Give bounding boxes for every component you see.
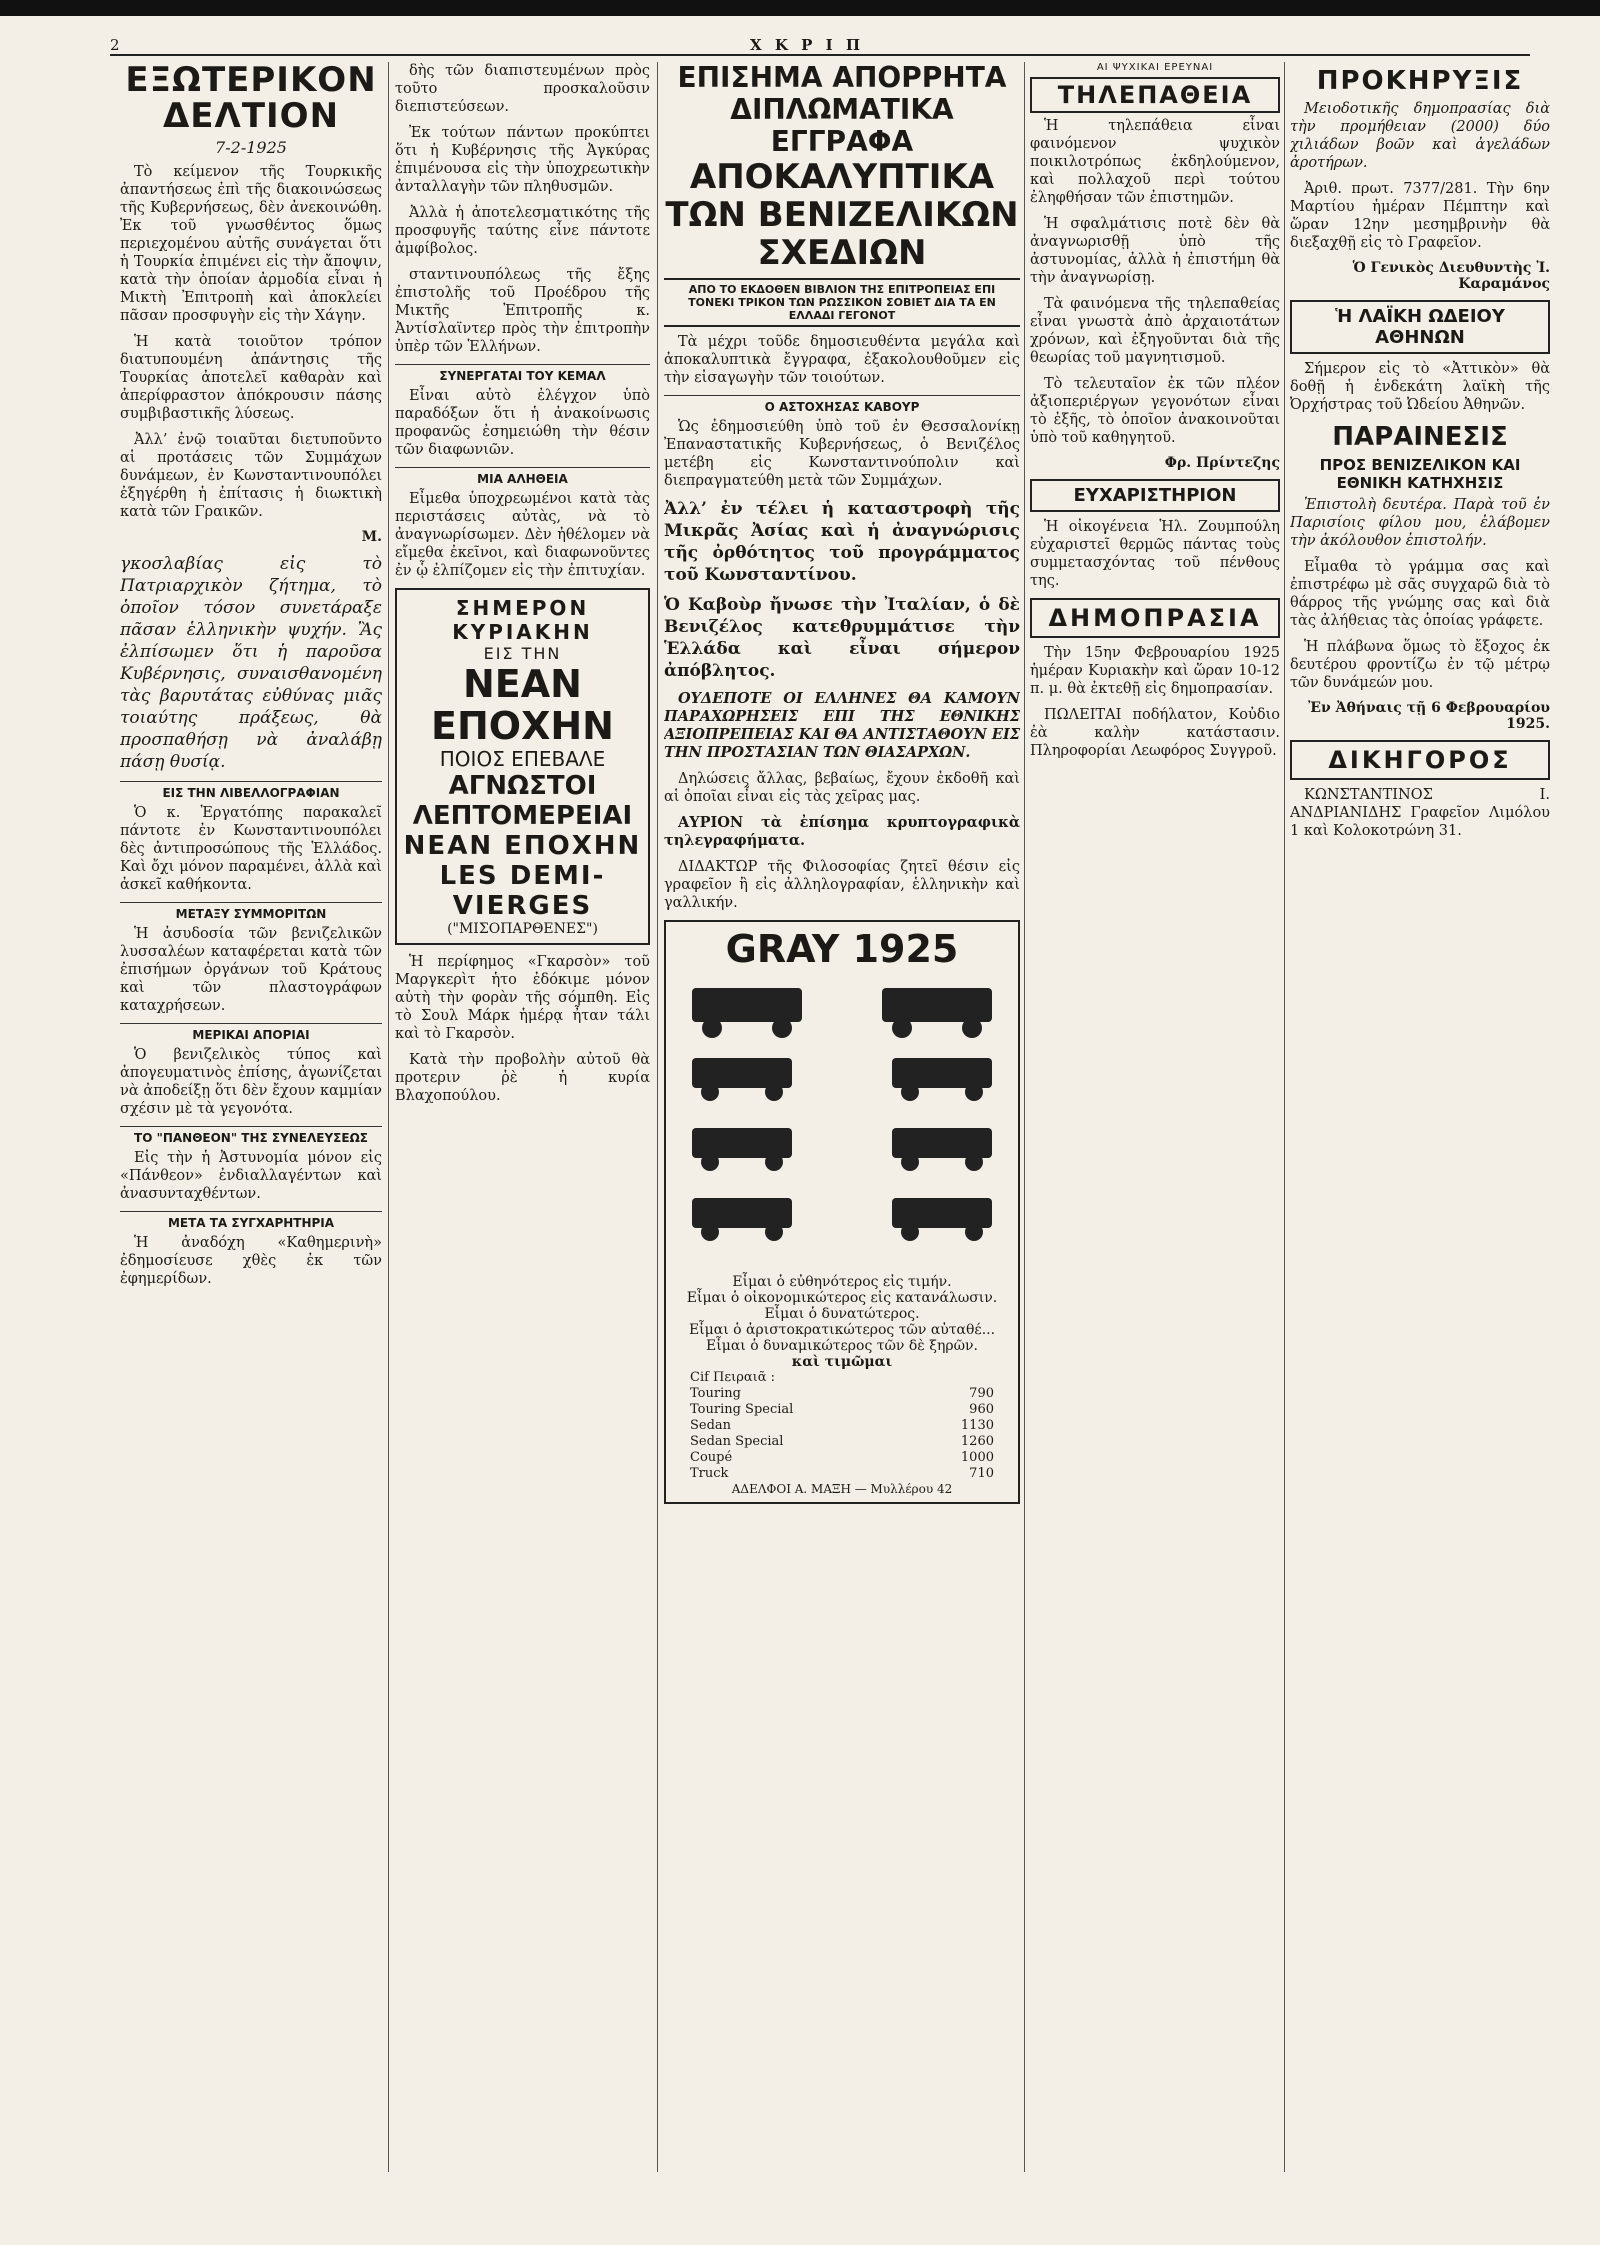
column-diplomatic-documents (664, 62, 1020, 2172)
price-model: Truck (690, 1466, 729, 1481)
article-paragraph: Ἡ περίφημος «Γκαρσὸν» τοῦ Μαργκερὶτ ἡτο ἐδόκιμε μόνον αὐτὴ τὴν φορὰν τῆς σόμπθη. Εἰς τὸ Σουλ Μάρκ ἡμέρᾳ ἦταν τάλι καὶ τὸ Γκαρσὸν. (395, 954, 650, 1042)
column-notices (1290, 62, 1550, 2172)
price-value: 790 (969, 1386, 994, 1401)
article-paragraph: Μειοδοτικῆς δημοπρασίας διὰ τὴν προμήθειαν (2000) δύο χιλιάδων βοῶν καὶ ἀγελάδων ἀροτήρων. (1290, 101, 1550, 171)
price-row (672, 1450, 1012, 1466)
article-paragraph-large: Ὁ Καβοὺρ ἤνωσε τὴν Ἰταλίαν, ὁ δὲ Βενιζέλος κατεθρυμμάτισε τὴν Ἑλλάδα καὶ εἶναι σήμερον ἀπόβλητος. (664, 595, 1020, 681)
article-paragraph: Δηλώσεις ἄλλας, βεβαίως, ἔχουν ἐκδοθῆ καὶ αἱ ὁποῖαι εἶναι εἰς τὰς χεῖρας μας. (664, 771, 1020, 805)
article-paragraph: Ἀλλ’ ἐνῷ τοιαῦται διετυποῦντο αἱ προτάσεις τῶν Συμμάχων δυνάμεων, ἐν Κωνσταντινουπόλει ἐξηγέρθη ἡ ἐπίτασις ἡ διωκτικὴ κατὰ τῶν Γραικῶν. (120, 432, 382, 520)
price-model: Coupé (690, 1450, 733, 1465)
article-paragraph: ΑΥΡΙΟΝ τὰ ἐπίσημα κρυπτογραφικὰ τηλεγραφήματα. (664, 814, 1020, 849)
article-paragraph: Σήμερον εἰς τὸ «Ἀττικὸν» θὰ δοθῇ ἡ ἑνδεκάτη λαϊκὴ τῆς Ὀρχήστρας τοῦ Ὠδείου Ἀθηνῶν. (1290, 361, 1550, 413)
price-model: Sedan Special (690, 1434, 784, 1449)
advert-line: ΝΕΑΝ ΕΠΟΧΗΝ (403, 831, 642, 861)
article-paragraph: Τὸ κείμενον τῆς Τουρκικῆς ἀπαντήσεως ἐπὶ τῆς διακοινώσεως τῆς Κυβερνήσεως, δὲν ἀνεκοινώθη. Ἐκ τοῦ γνωσθέντος ὅμως περιεχομένου αὐτῆς συνάγεται ὅτι ἡ Τουρκία ἐπιμένει εἰς τὴν ἄποψιν, κατὰ τὴν ὁποίαν ἀρμοδία εἶναι ἡ Μικτὴ Ἐπιτροπὴ καὶ ἀποκλείει πᾶσαν προσφυγὴν εἰς τὴν Χάγην. (120, 164, 382, 324)
bulletin-date: 7-2-1925 (215, 138, 287, 157)
advert-line: Εἶμαι ὁ οἰκονομικώτερος εἰς κατανάλωσιν. (686, 1290, 998, 1306)
section-title: ΕΞΩΤΕΡΙΚΟΝ ΔΕΛΤΙΟΝ (125, 62, 377, 136)
article-paragraph: Ἀριθ. πρωτ. 7377/281. Τὴν 6ην Μαρτίου ἡμέραν Πέμπτην καὶ ὥραν 12ην μεσημβρινὴν θὰ διεξαχθῇ εἰς τὸ Γραφεῖον. (1290, 181, 1550, 251)
gray-title: GRAY 1925 (725, 927, 959, 971)
classified-ad: ΠΩΛΕΙΤΑΙ ποδήλατον, Κοὐδιο ἐὰ καλὴν κατάστασιν. Πληροφορίαι Λεωφόρος Συγγροῦ. (1030, 707, 1280, 759)
advert-line: ΑΓΝΩΣΤΟΙ ΛΕΠΤΟΜΕΡΕΙΑΙ (412, 771, 633, 831)
page-number: 2 (110, 36, 120, 54)
subheading: ΜΕΡΙΚΑΙ ΑΠΟΡΙΑΙ (120, 1023, 382, 1042)
column-rule (388, 62, 389, 2172)
kicker: ΑΙ ΨΥΧΙΚΑΙ ΕΡΕΥΝΑΙ (1096, 62, 1214, 73)
price-value: 710 (969, 1466, 994, 1481)
article-paragraph: Ὡς ἐδημοσιεύθη ὑπὸ τοῦ ἐν Θεσσαλονίκῃ Ἐπαναστατικῆς Κυβερνήσεως, ὁ Βενιζέλος μετέβη εἰς Κωνσταντινούπολιν καὶ διεπραγματεύθη μετὰ τῶν Συμμάχων. (664, 419, 1020, 489)
article-paragraph: Εἶναι αὐτὸ ἐλέγχον ὑπὸ παραδόξων ὅτι ἡ ἀνακοίνωσις προφανῶς ἐσημειώθη τὴν θέσιν τῶν διαφωνιῶν. (395, 388, 650, 458)
article-paragraph: Εἶμεθα ὑποχρεωμένοι κατὰ τὰς περιστάσεις αὐτὰς, νὰ τὸ ἀναγνωρίσωμεν. Δὲν ἠθέλομεν νὰ εἴμεθα ἐκεῖνοι, καὶ διαφωνοῦντες ἐν ᾧ ἐλπίζομεν εἰς τὴν ἐπιτυχίαν. (395, 491, 650, 579)
banner-headline: ΑΠΟΚΑΛΥΠΤΙΚΑ ΤΩΝ ΒΕΝΙΖΕΛΙΚΩΝ ΣΧΕΔΙΩΝ (665, 157, 1019, 273)
price-list (672, 1370, 1012, 1482)
article-paragraph-large: Ἀλλ’ ἐν τέλει ἡ καταστροφὴ τῆς Μικρᾶς Ἀσίας καὶ ἡ ἀναγνώρισις τῆς ὀρθότητος τοῦ προγράμματος τοῦ Κωνσταντίνου. (664, 499, 1020, 585)
article-paragraph: Ἡ ἀναδόχη «Καθημερινὴ» ἐδημοσίευσε χθὲς ἐκ τῶν ἐφημερίδων. (120, 1235, 382, 1287)
classified-ad: ΔΙΔΑΚΤΩΡ τῆς Φιλοσοφίας ζητεῖ θέσιν εἰς γραφεῖον ἢ εἰς ἀλληλογραφίαν, ἑλληνικὴν καὶ γαλλικήν. (664, 859, 1020, 911)
price-row (672, 1402, 1012, 1418)
column-telepathy (1030, 62, 1280, 2172)
subheading: ΕΙΣ ΤΗΝ ΛΙΒΕΛΛΟΓΡΑΦΙΑΝ (120, 781, 382, 800)
top-black-rule (0, 0, 1600, 16)
price-model: Touring Special (690, 1402, 794, 1417)
advert-line: Εἶμαι ὁ δυναμικώτερος τῶν δὲ ξηρῶν. (706, 1338, 978, 1354)
column-rule (1024, 62, 1025, 2172)
subheading: Ο ΑΣΤΟΧΗΣΑΣ ΚΑΒΟΥΡ (664, 395, 1020, 414)
author-signature: Ὁ Γενικὸς Διευθυντὴς Ἰ. Καραμάνος (1352, 260, 1550, 292)
article-paragraph: Ἡ πλάβωνα ὅμως τὸ ἔξοχος ἐκ δευτέρου φροντίζω ἐν τῷ μέτρῳ τῶν δυνάμεών μου. (1290, 639, 1550, 691)
column-two (395, 62, 650, 2172)
advert-line: ΕΙΣ ΤΗΝ (483, 644, 562, 663)
article-paragraph: Ἡ σφαλμάτισις ποτὲ δὲν θὰ ἀναγνωρισθῇ ὑπὸ τῆς ἀστυνομίας, ἀλλὰ ἡ ἐπιστήμη θὰ τὴν ἀναγνωρίσῃ. (1030, 216, 1280, 286)
article-paragraph: Ὁ βενιζελικὸς τύπος καὶ ἀπογευματινὸς ἐπίσης, ἀγωνίζεται νὰ ἀποδείξῃ ὅτι δὲν ἔχουν καμμίαν σχέσιν μὲ τὰ γεγονότα. (120, 1047, 382, 1117)
subheading: ΣΥΝΕΡΓΑΤΑΙ ΤΟΥ ΚΕΜΑΛ (395, 364, 650, 383)
price-value: 1260 (960, 1434, 994, 1449)
article-paragraph: ΚΩΝΣΤΑΝΤΙΝΟΣ Ι. ΑΝΔΡΙΑΝΙΔΗΣ Γραφεῖον Λιμόλου 1 καὶ Κολοκοτρώνη 31. (1290, 787, 1550, 839)
price-value: 1130 (960, 1418, 994, 1433)
article-paragraph: Ὁ κ. Ἐργατόπης παρακαλεῖ πάντοτε ἐν Κωνσταντινουπόλει δὲς ἀντιπροσώπους τῆς Ἑλλάδος. Καὶ ὄχι μόνον παραμένει, ἀλλὰ καὶ ἀσκεῖ καθήκοντα. (120, 805, 382, 893)
advert-headline: ΝΕΑΝ ΕΠΟΧΗΝ (431, 662, 614, 748)
article-paragraph: Τὸ τελευταῖον ἐκ τῶν πλέον ἀξιοπεριέργων γεγονότων εἶναι τὸ ἐξῆς, τὸ ὁποῖον ἀνακοινοῦται ὑπὸ τοῦ καθηγητοῦ. (1030, 376, 1280, 446)
article-paragraph: Ἡ οἰκογένεια Ἡλ. Ζουμπούλη εὐχαριστεῖ θερμῶς πάντας τοὺς συμμετασχόντας τοῦ πένθους της. (1030, 519, 1280, 589)
column-rule (1284, 62, 1285, 2172)
article-paragraph-large: γκοσλαβίας εἰς τὸ Πατριαρχικὸν ζήτημα, τὸ ὁποῖον τόσον συνετάραξε πᾶσαν ἑλληνικὴν ψυχήν. Ἂς ἐλπίσωμεν ὅτι ἡ παροῦσα Κυβέρνησις, συναισθανομένη τὰς βαρυτάτας εὐθύνας μιᾶς τοιαύτης πράξεως, θὰ προσπαθήσῃ νὰ ἀναλάβῃ πάσῃ θυσίᾳ. (120, 554, 382, 772)
running-header (110, 36, 1530, 56)
advert-line: ("ΜΙΣΟΠΑΡΘΕΝΕΣ") (447, 921, 598, 937)
price-row (672, 1386, 1012, 1402)
gray-car-advert (664, 920, 1020, 1504)
article-paragraph: δὴς τῶν διαπιστευμένων πρὸς τοῦτο προσκαλοῦσιν διεπιστεύσεων. (395, 63, 650, 115)
article-paragraph: Ἀλλὰ ἡ ἀποτελεσματικότης τῆς προσφυγῆς ταύτης εἶνε πάντοτε ἀμφίβολος. (395, 205, 650, 257)
lawyer-notice-title: ΔΙΚΗΓΟΡΟΣ (1290, 740, 1550, 780)
price-model: Touring (690, 1386, 741, 1401)
author-signature: Μ. (361, 529, 382, 545)
article-paragraph: Τὰ μέχρι τοῦδε δημοσιευθέντα μεγάλα καὶ ἀποκαλυπτικὰ ἔγγραφα, ἐξακολουθοῦμεν εἰς τὴν εἰσαγωγὴν τῶν τοιούτων. (664, 334, 1020, 386)
letter-date: Ἐν Ἀθήναις τῇ 6 Φεβρουαρίου 1925. (1308, 700, 1550, 732)
car-illustrations-icon (672, 970, 1012, 1270)
article-paragraph: Ἐκ τούτων πάντων προκύπτει ὅτι ἡ Κυβέρνησις τῆς Ἀγκύρας ἐπιμένουσα εἰς τὴν ὑποχρεωτικὴν ἀνταλλαγὴν τῶν πληθυσμῶν. (395, 125, 650, 195)
section-title: ΠΑΡΑΙΝΕΣΙΣ (1332, 422, 1508, 452)
article-paragraph: Εἶμαθα τὸ γράμμα σας καὶ ἐπιστρέφω μὲ σᾶς συγχαρῶ διὰ τὸ θάρρος τῆς γνώμης σας καὶ διὰ τὰς ἀλήθειας τὰς ὁποίας γράφετε. (1290, 559, 1550, 629)
subheading: ΜΕΤΑ ΤΑ ΣΥΓΧΑΡΗΤΗΡΙΑ (120, 1211, 382, 1230)
subheading: ΜΙΑ ΑΛΗΘΕΙΑ (395, 467, 650, 486)
prices-header: καὶ τιμῶμαι (791, 1354, 893, 1370)
section-subtitle: ΠΡΟΣ ΒΕΝΙΖΕΛΙΚΟΝ ΚΑΙ ΕΘΝΙΚΗ ΚΑΤΗΧΗΣΙΣ (1319, 456, 1521, 492)
price-model: Cif Πειραιᾶ : (690, 1370, 776, 1385)
advert-line: Εἶμαι ὁ εὐθηνότερος εἰς τιμήν. (732, 1274, 952, 1290)
advert-line: ΣΗΜΕΡΟΝ ΚΥΡΙΑΚΗΝ (452, 596, 593, 644)
nea-epochi-advert (395, 588, 650, 945)
column-foreign-bulletin (120, 62, 382, 2172)
article-paragraph: Ἡ κατὰ τοιοῦτον τρόπον διατυπουμένη ἀπάντησις τῆς Τουρκίας ἀποτελεῖ καθαρὰν καὶ ἀπερίφραστον ἀπόκρουσιν πάσης συμβιβαστικῆς λύσεως. (120, 334, 382, 422)
subheading: ΤΟ "ΠΑΝΘΕΟΝ" ΤΗΣ ΣΥΝΕΛΕΥΣΕΩΣ (120, 1126, 382, 1145)
article-paragraph: Ἡ τηλεπάθεια εἶναι φαινόμενον ψυχικὸν ποικιλοτρόπως ἐκδηλούμενον, καὶ πολλαχοῦ περὶ τούτου ἐληφθήσαν τῶν ἐπιστημῶν. (1030, 118, 1280, 206)
thanks-notice-title: ΕΥΧΑΡΙΣΤΗΡΙΟΝ (1030, 479, 1280, 512)
article-paragraph: Ἡ ἀσυδοσία τῶν βενιζελικῶν λυσσαλέων καταφέρεται κατὰ τῶν ἐπισήμων ὀργάνων τοῦ Κράτους καὶ τῶν πλαστογράφων καταχρήσεων. (120, 926, 382, 1014)
article-paragraph-bold: ΟΥΔΕΠΟΤΕ ΟΙ ΕΛΛΗΝΕΣ ΘΑ ΚΑΜΟΥΝ ΠΑΡΑΧΩΡΗΣΕΙΣ ΕΠΙ ΤΗΣ ΕΘΝΙΚΗΣ ΑΞΙΟΠΡΕΠΕΙΑΣ ΚΑΙ ΘΑ ΑΝΤΙΣΤΑΘΟΥΝ ΕΙΣ ΤΗΝ ΠΡΟΣΤΑΣΙΑΝ ΤΩΝ ΘΙΑΣΑΡΧΩΝ. (664, 690, 1020, 761)
auction-notice-title: ΔΗΜΟΠΡΑΣΙΑ (1030, 598, 1280, 638)
column-rule (657, 62, 658, 2172)
odeion-title: Ἡ ΛΑΪΚΗ ΩΔΕΙΟΥ ΑΘΗΝΩΝ (1290, 300, 1550, 354)
section-title: ΠΡΟΚΗΡΥΞΙΣ (1316, 66, 1524, 96)
price-row (672, 1434, 1012, 1450)
advert-line: LES DEMI-VIERGES (439, 861, 606, 921)
section-title: ΤΗΛΕΠΑΘΕΙΑ (1030, 77, 1280, 113)
price-row (672, 1466, 1012, 1482)
strapline: ΑΠΟ ΤΟ ΕΚΔΟΘΕΝ ΒΙΒΛΙΟΝ ΤΗΣ ΕΠΙΤΡΟΠΕΙΑΣ ΕΠΙ ΤΟΝΕΚΙ ΤΡΙΚΟΝ ΤΩΝ ΡΩΣΣΙΚΟΝ ΣΟΒΙΕΤ ΔΙΑ ΤΑ ΕΝ ΕΛΛΑΔΙ ΓΕΓΟΝΟΤ (664, 278, 1020, 327)
price-row (672, 1418, 1012, 1434)
banner-headline: ΕΠΙΣΗΜΑ ΑΠΟΡΡΗΤΑ ΔΙΠΛΩΜΑΤΙΚΑ ΕΓΓΡΑΦΑ (677, 62, 1007, 158)
article-paragraph: Τὰ φαινόμενα τῆς τηλεπαθείας εἶναι γνωστὰ ἀπὸ ἀρχαιοτάτων χρόνων, καὶ ἐξηγοῦνται διὰ τῆς θεωρίας τοῦ μαγνητισμοῦ. (1030, 296, 1280, 366)
article-paragraph: Τὴν 15ην Φεβρουαρίου 1925 ἡμέραν Κυριακὴν καὶ ὥραν 10-12 π. μ. θὰ ἐκτεθῇ εἰς δημοπρασίαν. (1030, 645, 1280, 697)
advert-line: ΠΟΙΟΣ ΕΠΕΒΑΛΕ (439, 747, 606, 771)
advert-line: Εἶμαι ὁ δυνατώτερος. (764, 1306, 920, 1322)
price-row (672, 1370, 1012, 1386)
author-signature: Φρ. Πρίντεζης (1164, 455, 1280, 471)
advert-line: Εἶμαι ὁ ἀριστοκρατικώτερος τῶν αὐταθέ... (688, 1322, 996, 1338)
masthead: Χ Κ Ρ Ι Π (750, 36, 865, 54)
article-paragraph: Κατὰ τὴν προβολὴν αὐτοῦ θὰ προτεριν ῥὲ ἡ κυρία Βλαχοπούλου. (395, 1052, 650, 1104)
article-paragraph: Εἰς τὴν ἡ Ἀστυνομία μόνον εἰς «Πάνθεον» ἐνδιαλλαγέντων καὶ ἀνασυνταχθέντων. (120, 1150, 382, 1202)
price-model: Sedan (690, 1418, 732, 1433)
article-paragraph: Ἐπιστολὴ δευτέρα. Παρὰ τοῦ ἐν Παρισίοις φίλου μου, ἐλάβομεν τὴν ἀκόλουθον ἐπιστολήν. (1290, 497, 1550, 549)
article-paragraph: σταντινουπόλεως τῆς ἔξης ἐπιστολῆς τοῦ Προέδρου τῆς Μικτῆς Ἐπιτροπῆς κ. Ἀντίσλαϊντερ πρὸς τὴν ἐπιτροπὴν ὑπὲρ τῶν Ἑλλήνων. (395, 267, 650, 355)
price-value: 1000 (960, 1450, 994, 1465)
subheading: ΜΕΤΑΞΥ ΣΥΜΜΟΡΙΤΩΝ (120, 902, 382, 921)
price-value: 960 (969, 1402, 994, 1417)
agent-caption: ΑΔΕΛΦΟΙ Α. ΜΑΞΗ — Μυλλέρου 42 (731, 1482, 953, 1496)
